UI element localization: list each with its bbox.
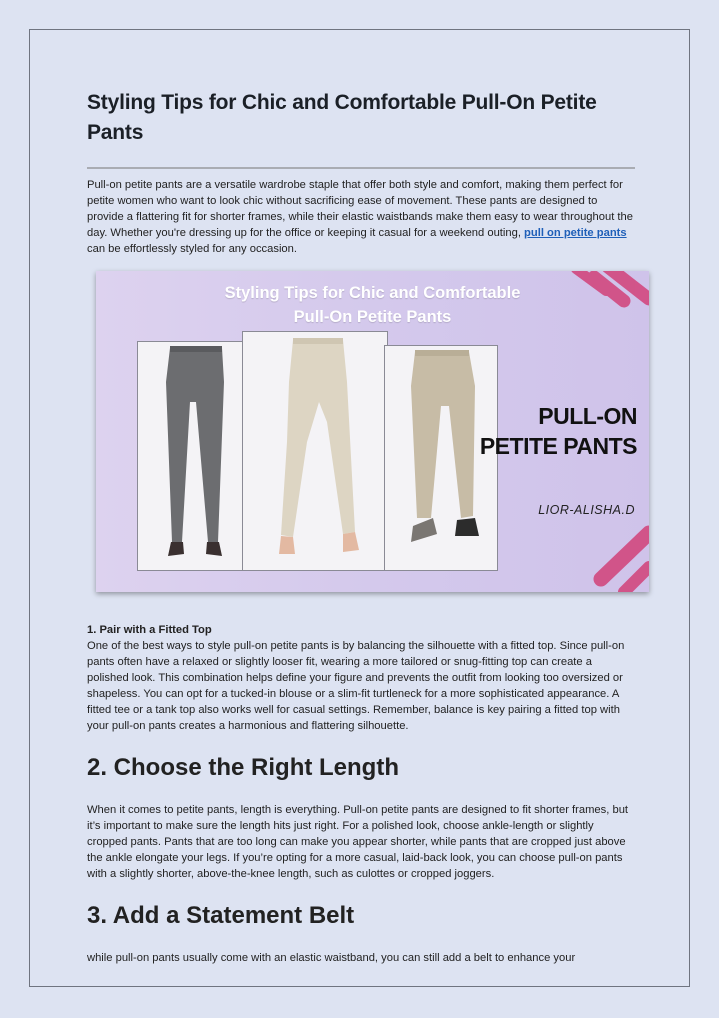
section-fitted-top [87, 622, 635, 734]
grey-pants-illustration [138, 342, 251, 570]
intro-paragraph [87, 177, 635, 257]
section-heading: 3. Add a Statement Belt [87, 901, 355, 929]
section-body: One of the best ways to style pull-on petite pants is by balancing the silhouette with a fitted top. Since pull-on pants often have a relaxed or slightly looser fit, wearing a more tailored or snug-fitting top can create a polished look. This combination helps define your figure and prevents the outfit from looking too oversized or shapeless. You can opt for a tucked-in blouse or a slim-fit turtleneck for a more sophisticated appearance. A fitted tee or a tank top also works well for casual settings. Remember, balance is key pairing a fitted top with your pull-on pants creates a harmonious and flattering silhouette. [87, 640, 625, 732]
title-divider [87, 167, 635, 169]
brand-name: LIOR-ALISHA.D [538, 503, 635, 517]
hero-headline [480, 401, 637, 461]
product-photo-grey-pants [137, 341, 252, 571]
product-photo-beige-pants [242, 331, 388, 571]
section-body: When it comes to petite pants, length is everything. Pull-on petite pants are designed to fit shorter frames, but it’s important to make sure the length hits just right. For a polished look, choose ankle-length or slightly cropped pants. Pants that are too long can make you appear shorter, while pants that are cropped just above the ankle elongate your legs. If you’re opting for a more casual, laid-back look, you can choose pull-on pants with a slightly shorter, above-the-knee length, such as culottes or cropped joggers. [87, 803, 629, 880]
section-heading: 1. Pair with a Fitted Top [87, 624, 212, 636]
accent-stroke-bottom-2 [624, 567, 649, 592]
intro-text: Pull-on petite pants are a versatile wardrobe staple that offer both style and comfort, making them perfect for petite women who want to look chic without sacrificing ease of movement. These pants are designed to provide a flattering fit for shorter frames, while their elastic waistbands make them easy to wear throughout the day. Whether you're dressing up for the office or keeping it casual for a weekend outing, [87, 179, 633, 239]
hero-headline-line2: PETITE PANTS [479, 433, 637, 459]
article [87, 88, 635, 966]
hero-headline-line1: PULL-ON [538, 403, 637, 429]
article-title: Styling Tips for Chic and Comfortable Pull-On Petite Pants [87, 91, 597, 144]
beige-pants-illustration [243, 332, 387, 570]
section-right-length [87, 754, 635, 882]
pull-on-petite-pants-link[interactable]: pull on petite pants [524, 227, 627, 239]
section-body: while pull-on pants usually come with an elastic waistband, you can still add a belt to enhance your [87, 951, 576, 964]
section-statement-belt [87, 902, 635, 966]
section-heading: 2. Choose the Right Length [87, 753, 399, 781]
intro-text-end: can be effortlessly styled for any occasion. [87, 243, 297, 255]
hero-image [96, 271, 649, 592]
hero-title: Styling Tips for Chic and Comfortable Pull-On Petite Pants [224, 284, 521, 326]
